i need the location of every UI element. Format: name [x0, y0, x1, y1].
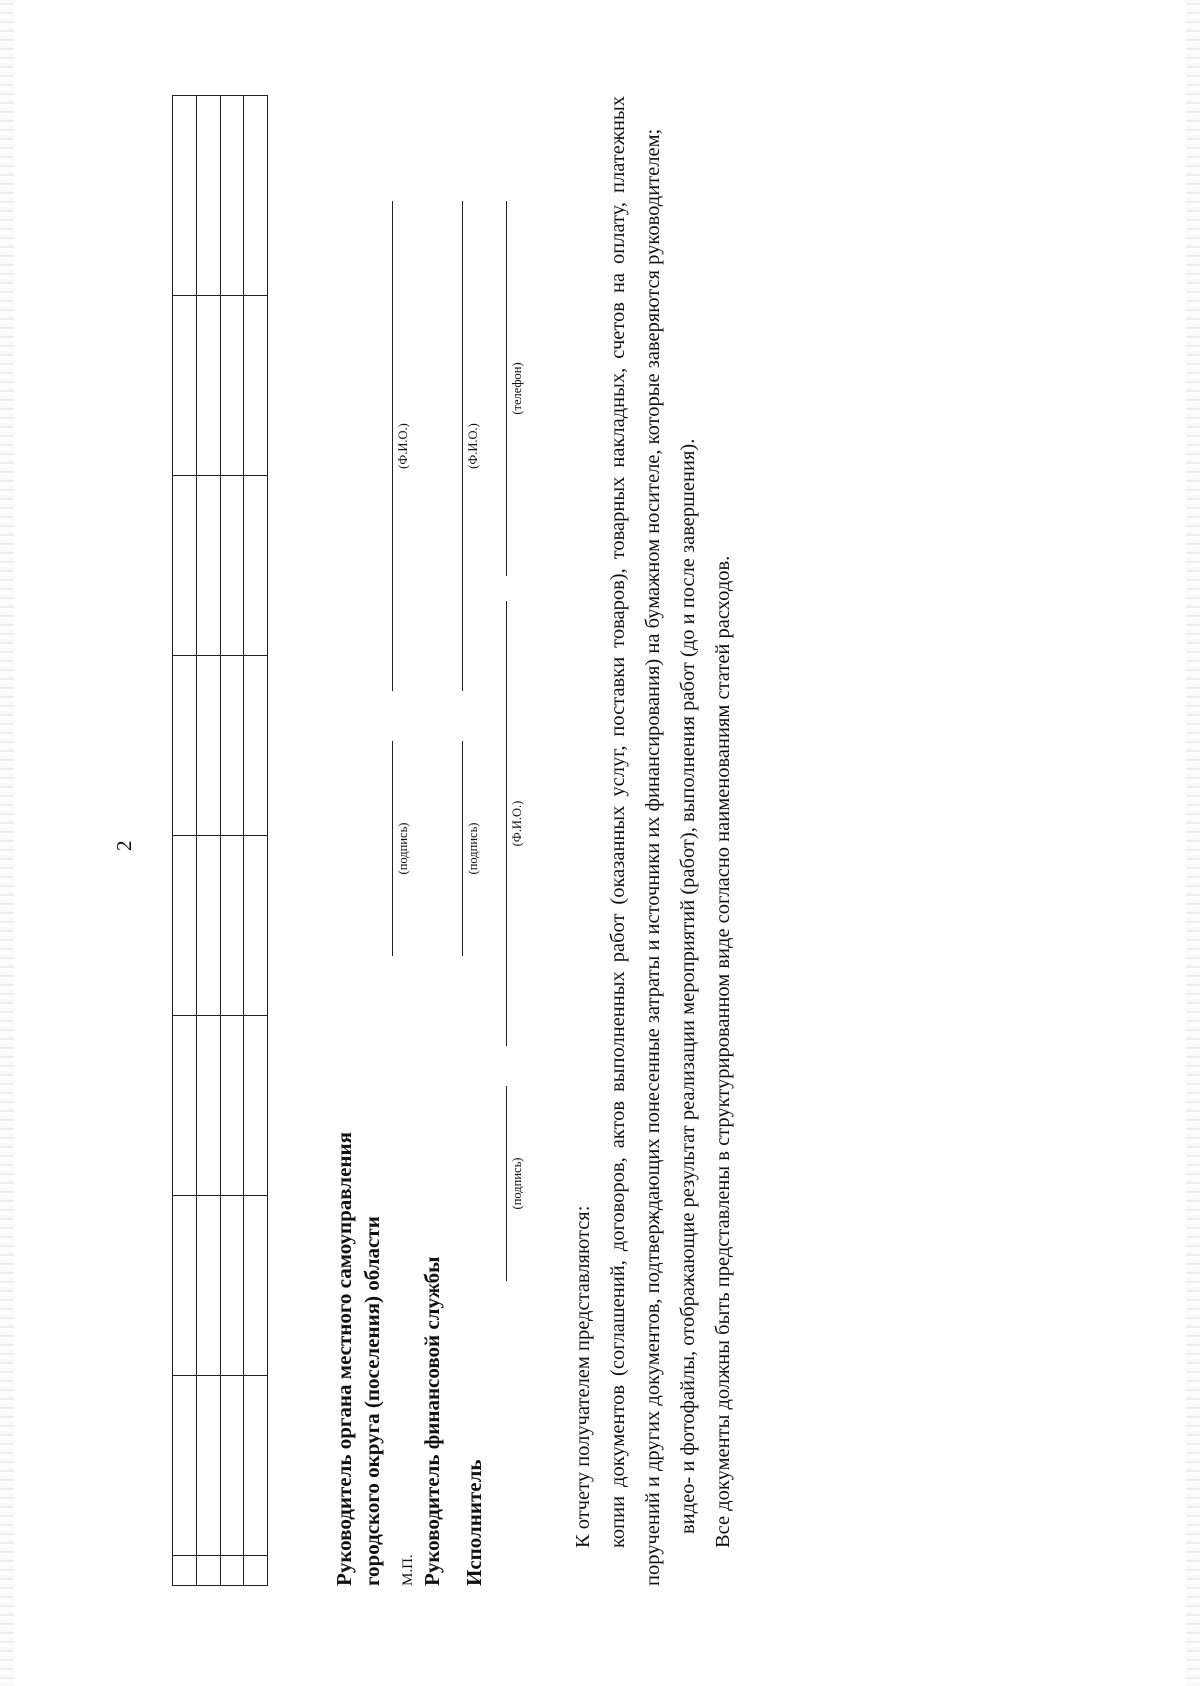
finance-signature-line	[462, 741, 463, 956]
head-signature-caption: (подпись)	[396, 822, 410, 875]
paragraph-copies: копии документов (соглашений, договоров, актов выполненных работ (оказанных услуг, поставки товаров), товарных накладных, счетов на оплату, платежных поручений и других документов, подтверждающих понесенные затраты и источники их финансирования) на бумажном носителе, которые заверяются руководителем;	[607, 96, 664, 1586]
head-title-line2: городского округа (поселения) области	[360, 1216, 384, 1586]
table-row	[196, 96, 220, 1586]
table-cell	[220, 296, 244, 476]
table-cell	[244, 296, 268, 476]
table-cell	[173, 1376, 197, 1556]
table-cell	[196, 296, 220, 476]
table-cell	[196, 1016, 220, 1196]
executor-phone-line	[506, 201, 507, 576]
table-cell	[196, 476, 220, 656]
table-cell	[244, 1556, 268, 1586]
intro-paragraph: К отчету получателем представляются:	[572, 1205, 594, 1548]
stamp-placeholder: М.П.	[400, 1554, 416, 1586]
head-title-line1: Руководитель органа местного самоуправления	[332, 1132, 356, 1586]
executor-title: Исполнитель	[462, 1459, 486, 1586]
table-cell	[220, 656, 244, 836]
report-table	[172, 95, 268, 1586]
finance-fio-caption: (Ф.И.О.)	[466, 423, 480, 469]
table-cell	[173, 1016, 197, 1196]
finance-title: Руководитель финансовой службы	[420, 1256, 444, 1586]
table-cell	[173, 296, 197, 476]
finance-signature-caption: (подпись)	[466, 822, 480, 875]
head-signature-line	[392, 741, 393, 956]
table-cell	[173, 476, 197, 656]
table-cell	[173, 1196, 197, 1376]
table-cell	[220, 1376, 244, 1556]
attachments-text	[566, 96, 741, 1586]
executor-phone-caption: (телефон)	[510, 362, 524, 415]
table-cell	[196, 656, 220, 836]
table-cell	[173, 96, 197, 296]
table-cell	[196, 1376, 220, 1556]
executor-signature-line	[506, 1086, 507, 1281]
table-cell	[196, 1556, 220, 1586]
executor-fio-line	[506, 601, 507, 1046]
table-cell	[173, 1556, 197, 1586]
table-row	[244, 96, 268, 1586]
table-cell	[220, 836, 244, 1016]
table-cell	[196, 836, 220, 1016]
table-cell	[196, 96, 220, 296]
head-fio-caption: (Ф.И.О.)	[396, 423, 410, 469]
table-cell	[196, 1196, 220, 1376]
table-cell	[220, 1556, 244, 1586]
paragraph-media: видео- и фотофайлы, отображающие результат реализации мероприятий (работ), выполнения работ (до и после завершения).	[677, 438, 699, 1534]
table-cell	[244, 1016, 268, 1196]
report-table-body	[173, 96, 268, 1586]
table-cell	[244, 1196, 268, 1376]
table-cell	[220, 1016, 244, 1196]
executor-signature-caption: (подпись)	[510, 1157, 524, 1210]
executor-fio-caption: (Ф.И.О.)	[510, 800, 524, 847]
table-cell	[173, 656, 197, 836]
table-row	[220, 96, 244, 1586]
table-cell	[220, 96, 244, 296]
table-cell	[244, 836, 268, 1016]
table-cell	[220, 476, 244, 656]
table-cell	[244, 96, 268, 296]
head-fio-line	[392, 201, 393, 691]
table-cell	[220, 1196, 244, 1376]
table-cell	[244, 656, 268, 836]
page-number: 2	[112, 840, 136, 851]
finance-fio-line	[462, 201, 463, 691]
table-cell	[244, 1376, 268, 1556]
table-cell	[244, 476, 268, 656]
table-row	[173, 96, 197, 1586]
paragraph-structure: Все документы должны быть представлены в структурированном виде согласно наименованиям статей расходов.	[712, 555, 734, 1548]
table-cell	[173, 836, 197, 1016]
